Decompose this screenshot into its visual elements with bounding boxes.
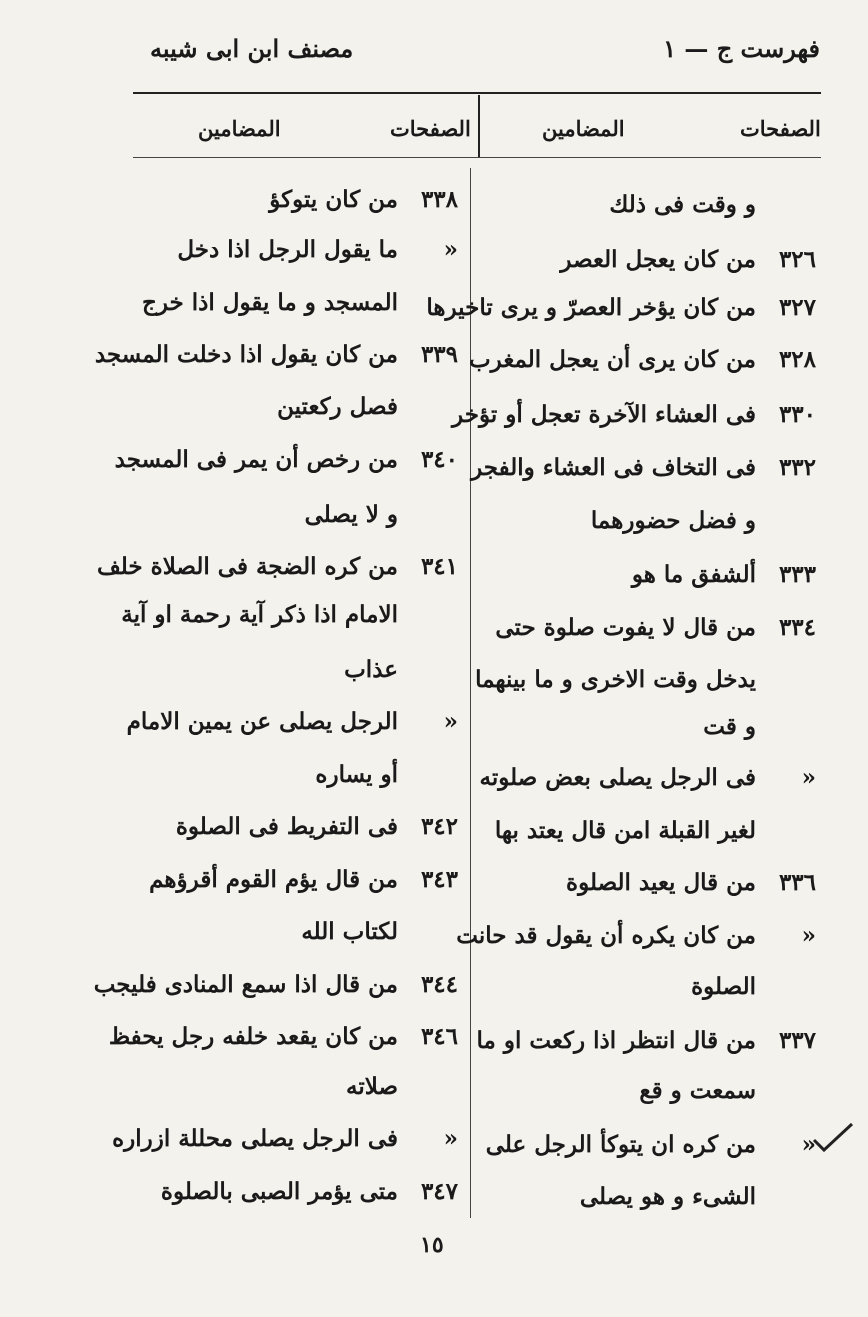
right-entry: ٣٢٧من كان يؤخر العصرّ و يرى تاخيرها bbox=[426, 294, 816, 321]
left-entry: لكتاب الله bbox=[301, 918, 398, 945]
left-entry: صلاته bbox=[346, 1073, 398, 1100]
left-entry: فصل ركعتين bbox=[277, 393, 398, 420]
right-entry: ٣٣٧من قال انتظر اذا ركعت او ما bbox=[476, 1027, 816, 1054]
left-entry: ٣٣٨من كان يتوكؤ bbox=[269, 186, 458, 213]
left-entry: ٣٤١من كره الضجة فى الصلاة خلف bbox=[97, 553, 458, 580]
left-entry: عذاب bbox=[344, 656, 398, 683]
left-entry: «الرجل يصلى عن يمين الامام bbox=[126, 708, 458, 735]
running-header-left: مصنف ابن ابى شيبه bbox=[150, 34, 354, 63]
right-entry: ٣٣٦من قال يعيد الصلوة bbox=[566, 869, 816, 896]
right-entry: لغير القبلة امن قال يعتد بها bbox=[494, 817, 756, 844]
right-entry: «من كان يكره أن يقول قد حانت bbox=[456, 922, 816, 949]
column-divider bbox=[470, 168, 471, 1218]
left-entry: ٣٤٠من رخص أن يمر فى المسجد bbox=[114, 446, 458, 473]
right-entry: ٣٣٠فى العشاء الآخرة تعجل أو تؤخر bbox=[452, 401, 816, 428]
right-entry: ٣٣٢فى التخاف فى العشاء والفجر bbox=[471, 454, 816, 481]
column-head-rule bbox=[133, 157, 821, 158]
checkmark-icon bbox=[808, 1118, 858, 1158]
right-entry: الشىء و هو يصلى bbox=[579, 1183, 756, 1210]
right-entry: يدخل وقت الاخرى و ما بينهما bbox=[475, 666, 756, 693]
right-contents-head: المضامين bbox=[542, 116, 625, 141]
right-entry: ٣٢٨من كان يرى أن يعجل المغرب bbox=[469, 346, 816, 373]
header-rule bbox=[133, 92, 821, 94]
left-entry: «ما يقول الرجل اذا دخل bbox=[177, 236, 458, 263]
right-entry: «من كره ان يتوكأ الرجل على bbox=[485, 1131, 816, 1158]
running-header-right: فهرست ج — ١ bbox=[663, 34, 820, 63]
page-number: ١٥ bbox=[420, 1232, 444, 1258]
left-entry: «فى الرجل يصلى محللة ازراره bbox=[112, 1125, 458, 1152]
left-entry: ٣٤٤من قال اذا سمع المنادى فليجب bbox=[93, 971, 458, 998]
left-entry: و لا يصلى bbox=[304, 501, 398, 528]
right-entry: ٣٢٦من كان يعجل العصر bbox=[560, 246, 816, 273]
left-pages-head: الصفحات bbox=[390, 116, 471, 141]
left-entry: المسجد و ما يقول اذا خرج bbox=[141, 289, 398, 316]
left-entry: الامام اذا ذكر آية رحمة او آية bbox=[121, 601, 398, 628]
column-head-divider bbox=[478, 95, 480, 157]
right-entry: و قت bbox=[703, 713, 756, 740]
right-entry: الصلوة bbox=[691, 973, 756, 1000]
left-entry: ٣٣٩من كان يقول اذا دخلت المسجد bbox=[94, 341, 458, 368]
right-entry: ٣٣٤من قال لا يفوت صلوة حتى bbox=[495, 614, 816, 641]
right-entry: «فى الرجل يصلى بعض صلوته bbox=[479, 764, 816, 791]
left-contents-head: المضامين bbox=[198, 116, 281, 141]
left-entry: ٣٤٧متى يؤمر الصبى بالصلوة bbox=[160, 1178, 458, 1205]
right-entry: و وقت فى ذلك bbox=[609, 191, 756, 218]
left-entry: أو يساره bbox=[315, 761, 398, 788]
right-entry: سمعت و قع bbox=[639, 1077, 756, 1104]
right-entry: و فضل حضورهما bbox=[590, 507, 756, 534]
left-entry: ٣٤٢فى التفريط فى الصلوة bbox=[175, 813, 458, 840]
left-entry: ٣٤٣من قال يؤم القوم أقرؤهم bbox=[149, 866, 458, 893]
right-entry: ٣٣٣ألشفق ما هو bbox=[631, 561, 816, 588]
right-pages-head: الصفحات bbox=[740, 116, 821, 141]
left-entry: ٣٤٦من كان يقعد خلفه رجل يحفظ bbox=[108, 1023, 458, 1050]
